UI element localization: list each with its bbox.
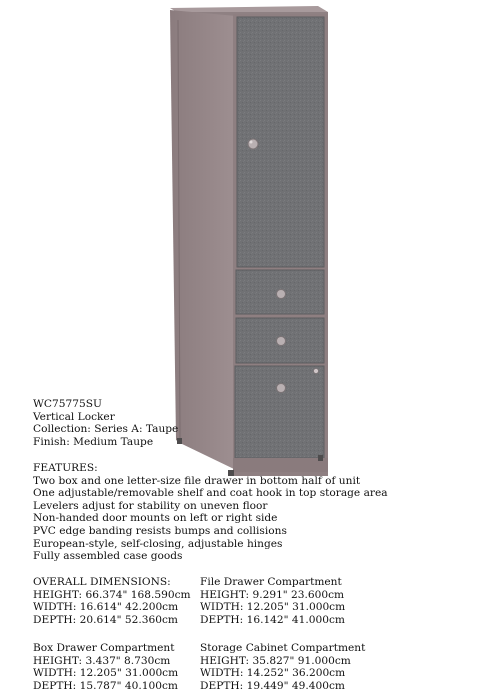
- storage-heading: Storage Cabinet Compartment: [200, 642, 366, 654]
- feature-item: One adjustable/removable shelf and coat hook in top storage area: [33, 487, 388, 500]
- overall-height: HEIGHT: 66.374" 168.590cm: [33, 588, 191, 601]
- upper-door-knob-icon: [248, 139, 258, 149]
- drawer-1-knob-icon: [277, 290, 286, 299]
- box-drawer-width: WIDTH: 12.205" 31.000cm: [33, 667, 179, 680]
- file-drawer-width: WIDTH: 12.205" 31.000cm: [200, 601, 346, 614]
- file-drawer-dimensions: [200, 576, 345, 626]
- feature-item: Fully assembled case goods: [33, 550, 183, 563]
- overall-width: WIDTH: 16.614" 42.200cm: [33, 601, 179, 614]
- overall-dimensions: [33, 576, 191, 626]
- product-sku: WC75775SU: [33, 398, 102, 410]
- feature-item: Non-handed door mounts on left or right side: [33, 512, 278, 525]
- overall-heading: OVERALL DIMENSIONS:: [33, 576, 171, 588]
- product-finish: Finish: Medium Taupe: [33, 435, 154, 448]
- product-info: [33, 398, 178, 448]
- box-drawer-depth: DEPTH: 15.787" 40.100cm: [33, 679, 178, 692]
- storage-height: HEIGHT: 35.827" 91.000cm: [200, 654, 351, 667]
- feature-item: PVC edge banding resists bumps and collisions: [33, 524, 287, 537]
- overall-depth: DEPTH: 20.614" 52.360cm: [33, 613, 178, 626]
- file-drawer-knob-icon: [277, 384, 286, 393]
- file-drawer: [235, 366, 324, 458]
- box-drawer-dimensions: [33, 642, 178, 692]
- box-drawer-height: HEIGHT: 3.437" 8.730cm: [33, 654, 171, 667]
- features-section: [33, 462, 388, 563]
- box-drawer-heading: Box Drawer Compartment: [33, 642, 175, 654]
- storage-cabinet-dimensions: [200, 642, 365, 692]
- file-drawer-heading: File Drawer Compartment: [200, 576, 342, 588]
- feature-item: Two box and one letter-size file drawer in bottom half of unit: [33, 474, 361, 487]
- feature-item: Levelers adjust for stability on uneven floor: [33, 499, 268, 512]
- storage-depth: DEPTH: 19.449" 49.400cm: [200, 679, 345, 692]
- file-drawer-depth: DEPTH: 16.142" 41.000cm: [200, 613, 345, 626]
- feature-item: European-style, self-closing, adjustable hinges: [33, 537, 283, 550]
- product-collection: Collection: Series A: Taupe: [33, 423, 179, 436]
- storage-width: WIDTH: 14.252" 36.200cm: [200, 667, 346, 680]
- lock-icon: [314, 369, 319, 374]
- file-drawer-height: HEIGHT: 9.291" 23.600cm: [200, 588, 345, 601]
- features-heading: FEATURES:: [33, 462, 98, 474]
- product-name: Vertical Locker: [33, 410, 115, 423]
- drawer-2-knob-icon: [277, 337, 286, 346]
- leveler-front-right: [318, 455, 323, 461]
